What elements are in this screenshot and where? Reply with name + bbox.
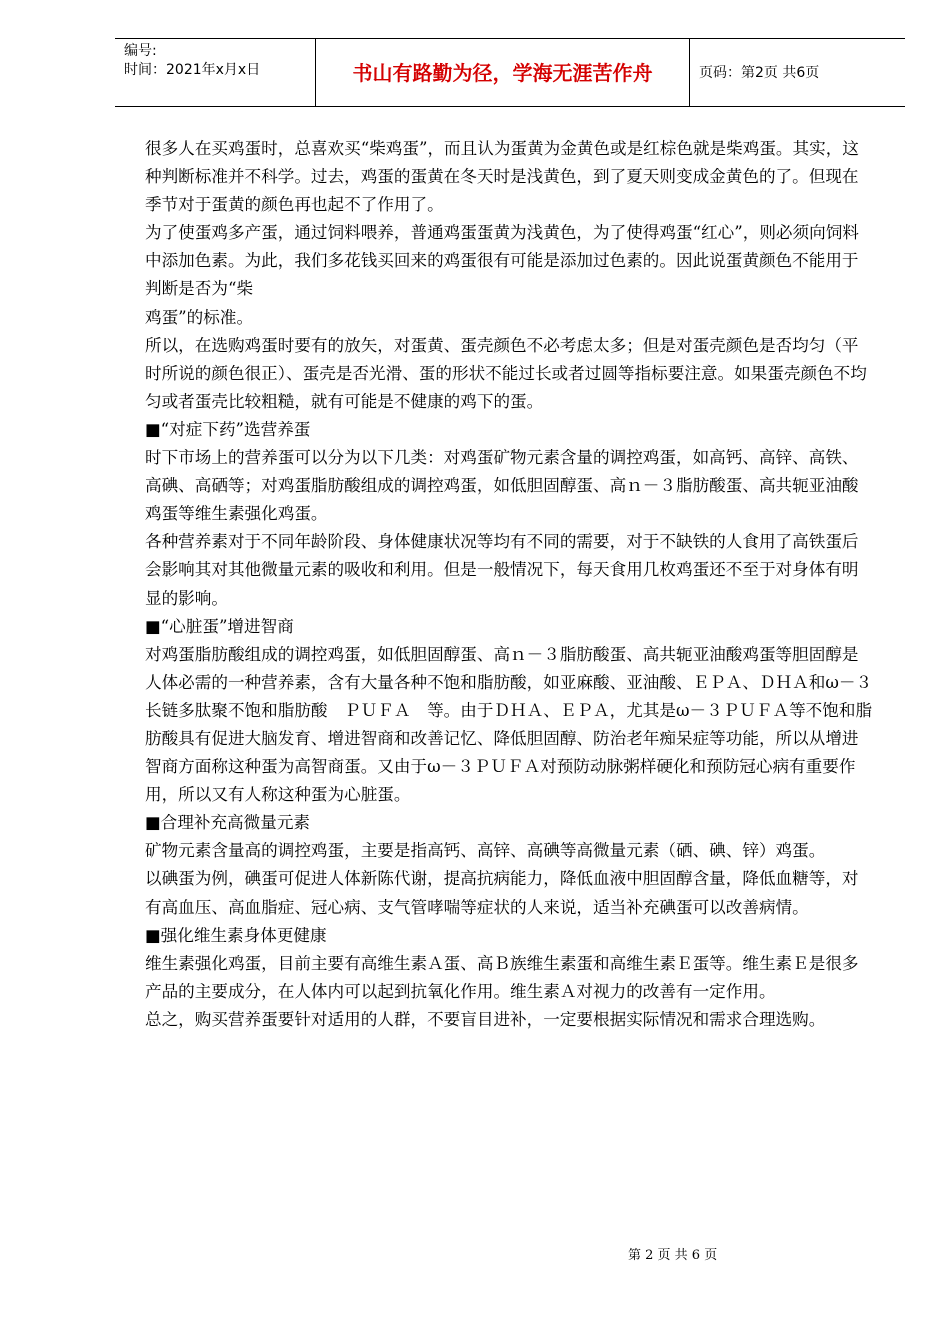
paragraph: 很多人在买鸡蛋时，总喜欢买“柴鸡蛋”，而且认为蛋黄为金黄色或是红棕色就是柴鸡蛋。其实，这种判断标准并不科学。过去，鸡蛋的蛋黄在冬天时是浅黄色，到了夏天则变成金黄色的了。但现在季节对于蛋黄的颜色再也起不了作用了。 [145,139,859,215]
page-footer: 第 2 页 共 6 页 [628,1248,718,1263]
paragraph: 鸡蛋”的标准。 [145,307,254,327]
page-header [115,38,905,107]
section-heading: ■“心脏蛋”增进智商 [145,616,294,636]
paragraph: 各种营养素对于不同年龄阶段、身体健康状况等均有不同的需要，对于不缺铁的人食用了高铁蛋后会影响其对其他微量元素的吸收和利用。但是一般情况下，每天食用几枚鸡蛋还不至于对身体有明显的影响。 [145,532,859,608]
section-heading: ■强化维生素身体更健康 [145,925,327,945]
paragraph: 以碘蛋为例，碘蛋可促进人体新陈代谢，提高抗病能力，降低血液中胆固醇含量，降低血糖等，对有高血压、高血脂症、冠心病、支气管哮喘等症状的人来说，适当补充碘蛋可以改善病情。 [145,869,859,917]
header-page-info: 页码：第2页 共6页 [699,65,820,81]
header-motto: 书山有路勤为径，学海无涯苦作舟 [316,39,690,106]
paragraph: 对鸡蛋脂肪酸组成的调控鸡蛋，如低胆固醇蛋、高ｎ－３脂肪酸蛋、高共轭亚油酸鸡蛋等胆固醇是人体必需的一种营养素，含有大量各种不饱和脂肪酸，如亚麻酸、亚油酸、ＥＰＡ、ＤＨＡ和ω－３长链多肽聚不饱和脂肪酸 ＰＵＦＡ 等。由于ＤＨＡ、ＥＰＡ，尤其是ω－３ＰＵＦＡ等不饱和脂肪酸具有促进大脑发育、增进智商和改善记忆、降低胆固醇、防治老年痴呆症等功能，所以从增进智商方面称这种蛋为高智商蛋。又由于ω－３ＰＵＦＡ对预防动脉粥样硬化和预防冠心病有重要作用，所以又有人称这种蛋为心脏蛋。 [145,644,873,805]
paragraph: 所以，在选购鸡蛋时要有的放矢，对蛋黄、蛋壳颜色不必考虑太多；但是对蛋壳颜色是否均匀（平时所说的颜色很正）、蛋壳是否光滑、蛋的形状不能过长或者过圆等指标要注意。如果蛋壳颜色不均匀或者蛋壳比较粗糙，就有可能是不健康的鸡下的蛋。 [145,335,867,411]
paragraph: 时下市场上的营养蛋可以分为以下几类：对鸡蛋矿物元素含量的调控鸡蛋，如高钙、高锌、高铁、高碘、高硒等；对鸡蛋脂肪酸组成的调控鸡蛋，如低胆固醇蛋、高ｎ－３脂肪酸蛋、高共轭亚油酸鸡蛋等维生素强化鸡蛋。 [145,448,859,524]
section-heading: ■“对症下药”选营养蛋 [145,419,311,439]
section-heading: ■合理补充高微量元素 [145,813,311,833]
document-body [145,135,875,1034]
paragraph: 矿物元素含量高的调控鸡蛋，主要是指高钙、高锌、高碘等高微量元素（硒、碘、锌）鸡蛋。 [145,841,826,861]
paragraph: 总之，购买营养蛋要针对适用的人群，不要盲目进补，一定要根据实际情况和需求合理选购。 [145,1009,826,1029]
paragraph: 为了使蛋鸡多产蛋，通过饲料喂养，普通鸡蛋蛋黄为浅黄色，为了使得鸡蛋“红心”，则必须向饲料中添加色素。为此，我们多花钱买回来的鸡蛋很有可能是添加过色素的。因此说蛋黄颜色不能用于判断是否为“柴 [145,223,859,299]
document-time-label: 时间：2021年x月x日 [124,62,261,78]
document-number-label: 编号: [124,43,157,59]
header-meta-cell [115,39,316,106]
paragraph: 维生素强化鸡蛋，目前主要有高维生素Ａ蛋、高Ｂ族维生素蛋和高维生素Ｅ蛋等。维生素Ｅ是很多产品的主要成分，在人体内可以起到抗氧化作用。维生素Ａ对视力的改善有一定作用。 [145,953,859,1001]
